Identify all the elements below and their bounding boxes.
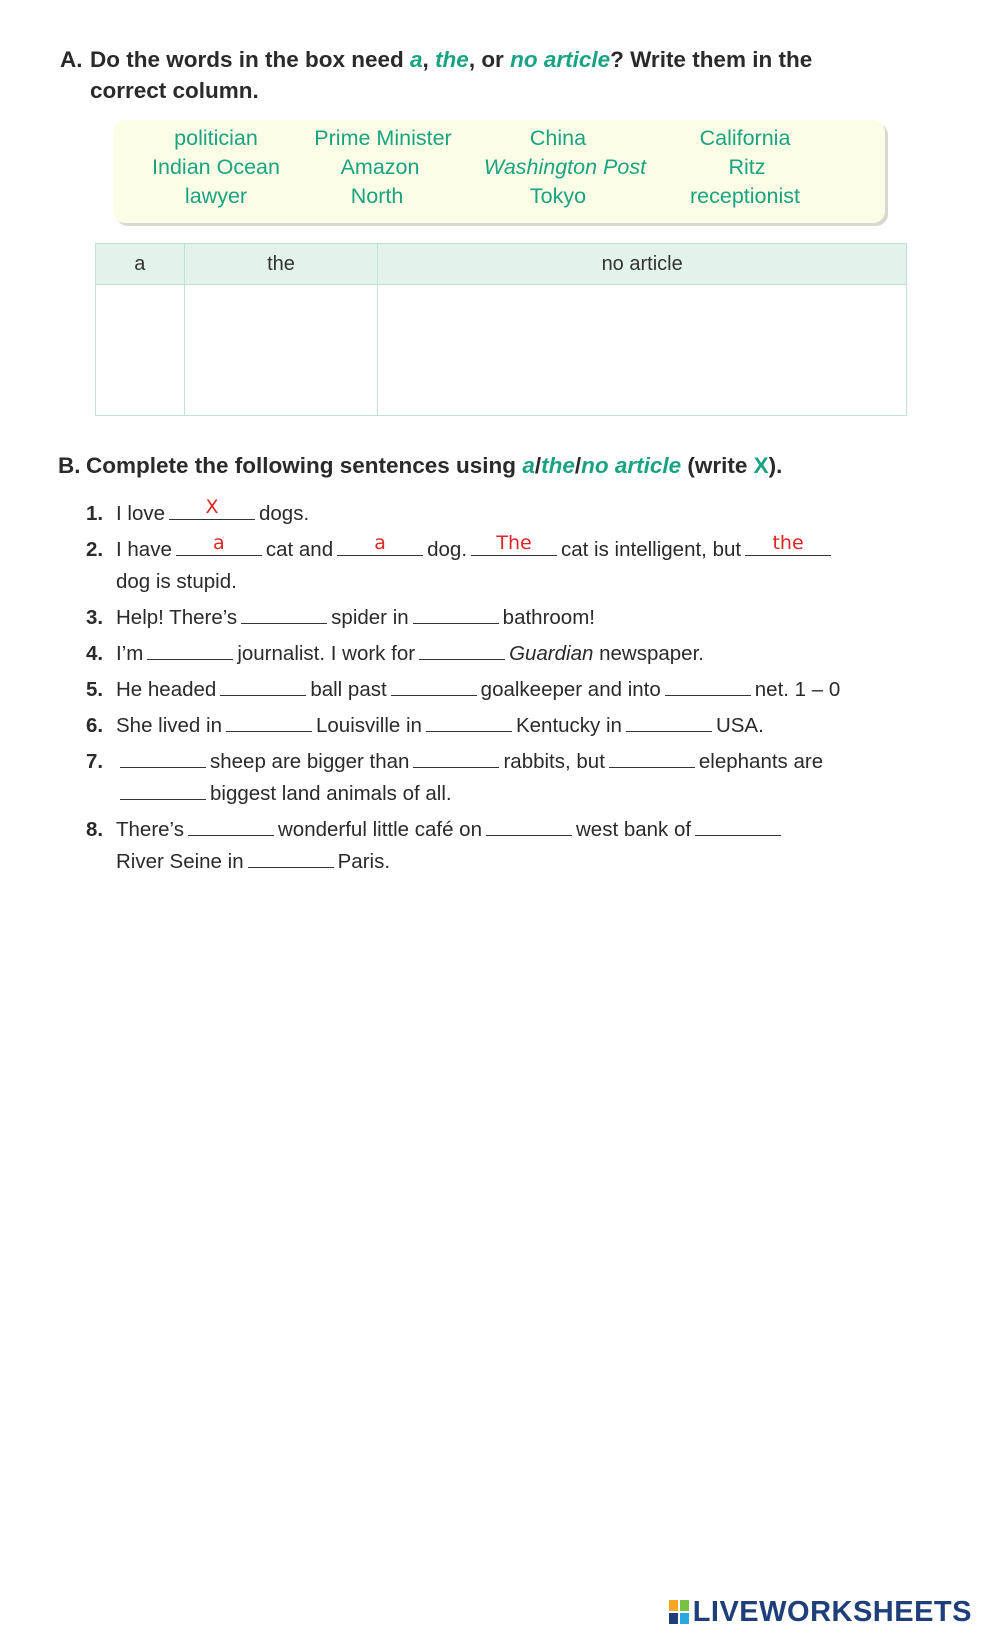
text: USA.	[715, 714, 764, 737]
answer-blank[interactable]	[745, 532, 831, 556]
slash: /	[574, 453, 582, 478]
sentence-item	[86, 602, 966, 634]
title-a: a	[522, 453, 535, 478]
column-header-no-article: no article	[378, 244, 907, 285]
text: cat is intelligent, but	[561, 538, 742, 561]
text: sheep are bigger than	[210, 750, 410, 773]
logo-text: LIVEWORKSHEETS	[692, 1595, 972, 1628]
text: I love	[116, 502, 165, 525]
title-write: (write	[681, 453, 754, 478]
title-or: , or	[468, 47, 511, 72]
title-no-article: no article	[510, 47, 611, 72]
sentence-item	[86, 498, 966, 530]
answer-blank[interactable]	[120, 747, 206, 768]
text: Help! There’s	[116, 606, 238, 629]
word: Prime Minister	[314, 126, 452, 150]
answer-blank[interactable]	[188, 815, 274, 836]
answer-value: X	[205, 496, 219, 518]
title-text: Complete the following sentences using	[86, 453, 523, 478]
word: Amazon	[340, 155, 420, 179]
item-number: 1.	[86, 502, 104, 525]
text: I have	[116, 538, 172, 561]
text: wonderful little café on	[278, 818, 482, 841]
answer-blank[interactable]	[220, 675, 306, 696]
text: net. 1 – 0	[754, 678, 841, 701]
answer-value: a	[213, 532, 225, 554]
section-a-title	[60, 44, 940, 106]
word: lawyer	[184, 184, 248, 208]
text: spider in	[331, 606, 409, 629]
answer-blank[interactable]	[609, 747, 695, 768]
item-number: 3.	[86, 606, 104, 629]
text: elephants are	[698, 750, 824, 773]
word: Indian Ocean	[152, 155, 280, 179]
text: I’m	[116, 642, 144, 665]
drop-zone-no-article[interactable]	[378, 285, 907, 416]
item-number: 5.	[86, 678, 104, 701]
text: Kentucky in	[515, 714, 622, 737]
text: dog is stupid.	[116, 570, 237, 593]
text: River Seine in	[116, 850, 244, 873]
sentence-item	[86, 814, 966, 878]
section-b-number: B.	[58, 453, 81, 478]
answer-blank[interactable]	[226, 711, 312, 732]
answer-blank[interactable]	[413, 747, 499, 768]
title-no-article: no article	[581, 453, 682, 478]
title-the: the	[541, 453, 575, 478]
text: Louisville in	[315, 714, 422, 737]
answer-blank[interactable]	[391, 675, 477, 696]
text: biggest land animals of all.	[210, 782, 452, 805]
sentence-item	[86, 746, 966, 810]
text: He headed	[116, 678, 217, 701]
answer-blank[interactable]	[176, 532, 262, 556]
section-b-title	[58, 453, 958, 479]
sentence-item	[86, 674, 966, 706]
column-header-a: a	[96, 244, 185, 285]
text: dog.	[427, 538, 468, 561]
text: ball past	[310, 678, 387, 701]
answer-value: a	[374, 532, 386, 554]
logo-icon	[669, 1600, 689, 1624]
text: Guardian	[509, 642, 594, 665]
answer-blank[interactable]	[241, 603, 327, 624]
slash: /	[534, 453, 542, 478]
sentence-item	[86, 710, 966, 742]
sentence-item	[86, 638, 966, 670]
item-number: 7.	[86, 750, 104, 773]
title-rest: ? Write them in the	[610, 47, 813, 72]
answer-blank[interactable]	[419, 639, 505, 660]
answer-blank[interactable]	[147, 639, 233, 660]
text: journalist. I work for	[237, 642, 416, 665]
text: rabbits, but	[503, 750, 605, 773]
answer-value: The	[496, 532, 532, 554]
answer-blank[interactable]	[413, 603, 499, 624]
word: politician	[174, 126, 258, 150]
answer-blank[interactable]	[626, 711, 712, 732]
answer-blank[interactable]	[337, 532, 423, 556]
drop-zone-the[interactable]	[184, 285, 378, 416]
text: bathroom!	[502, 606, 595, 629]
text: cat and	[265, 538, 334, 561]
word: Ritz	[728, 155, 766, 179]
text: There’s	[116, 818, 184, 841]
item-number: 4.	[86, 642, 104, 665]
title-the: the	[435, 47, 469, 72]
text: Paris.	[337, 850, 391, 873]
answer-table	[95, 243, 907, 416]
title-end: ).	[768, 453, 783, 478]
text: newspaper.	[599, 642, 704, 665]
drop-zone-a[interactable]	[96, 285, 185, 416]
text: dogs.	[259, 502, 310, 525]
title-a: a	[410, 47, 423, 72]
word-box	[113, 120, 885, 223]
column-header-the: the	[184, 244, 378, 285]
answer-blank[interactable]	[169, 496, 255, 520]
sentence-list	[86, 498, 966, 882]
text: goalkeeper and into	[480, 678, 661, 701]
answer-blank[interactable]	[665, 675, 751, 696]
section-a-number: A.	[60, 47, 83, 72]
title-text: Do the words in the box need	[90, 47, 411, 72]
answer-blank[interactable]	[426, 711, 512, 732]
word: receptionist	[690, 184, 800, 208]
item-number: 8.	[86, 818, 104, 841]
word: China	[529, 126, 587, 150]
answer-blank[interactable]	[695, 815, 781, 836]
text: She lived in	[116, 714, 222, 737]
word: California	[699, 126, 791, 150]
text: west bank of	[575, 818, 692, 841]
title-x: X	[753, 453, 769, 478]
title-line-2: correct column.	[90, 78, 259, 103]
answer-blank[interactable]	[471, 532, 557, 556]
word: Washington Post	[483, 155, 647, 179]
word: North	[350, 184, 404, 208]
title-comma: ,	[422, 47, 436, 72]
answer-blank[interactable]	[486, 815, 572, 836]
word: Tokyo	[529, 184, 587, 208]
sentence-item	[86, 534, 966, 598]
answer-blank[interactable]	[248, 847, 334, 868]
answer-value: the	[772, 532, 804, 554]
answer-blank[interactable]	[120, 779, 206, 800]
item-number: 6.	[86, 714, 104, 737]
liveworksheets-logo[interactable]	[669, 1595, 972, 1629]
item-number: 2.	[86, 538, 104, 561]
